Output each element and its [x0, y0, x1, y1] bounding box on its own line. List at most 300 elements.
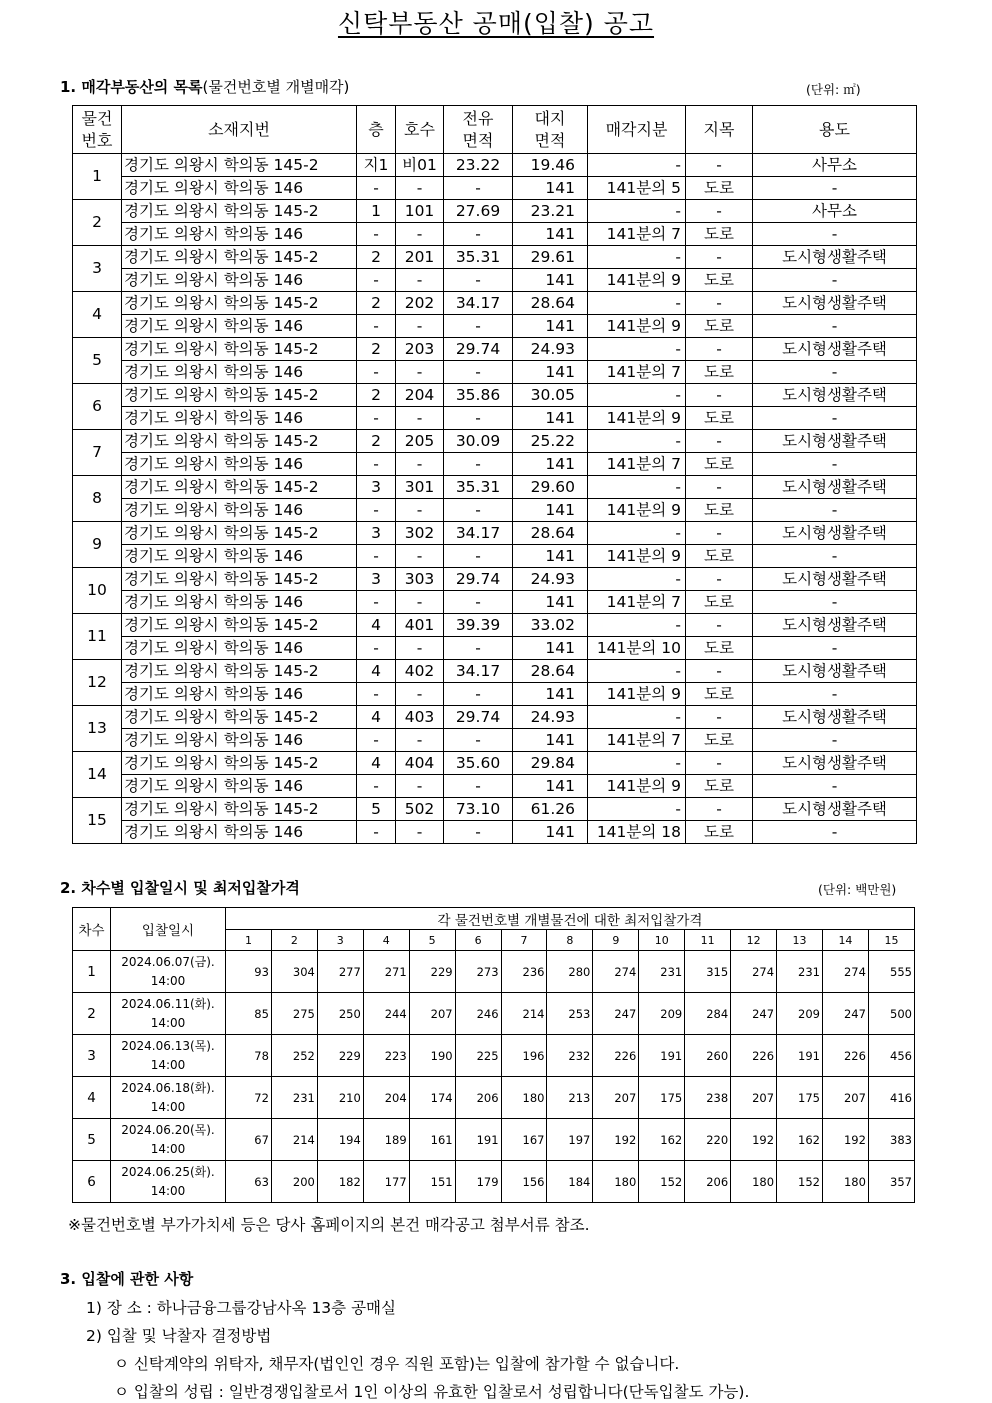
- min-price-cell: 192: [822, 1119, 868, 1161]
- exclusive-area-cell: -: [444, 683, 513, 706]
- address-cell: 경기도 의왕시 학의동 146: [122, 177, 357, 200]
- address-cell: 경기도 의왕시 학의동 145-2: [122, 752, 357, 775]
- room-cell: -: [396, 407, 444, 430]
- exclusive-area-cell: -: [444, 775, 513, 798]
- header-item-number: 8: [547, 930, 593, 951]
- usage-cell: 도시형생활주택: [753, 338, 917, 361]
- min-price-cell: 214: [501, 993, 547, 1035]
- min-price-cell: 226: [822, 1035, 868, 1077]
- min-price-cell: 280: [547, 951, 593, 993]
- land-category-cell: -: [686, 338, 753, 361]
- room-cell: 202: [396, 292, 444, 315]
- table-row: [73, 798, 917, 821]
- room-cell: 101: [396, 200, 444, 223]
- exclusive-area-cell: 34.17: [444, 522, 513, 545]
- land-category-cell: -: [686, 752, 753, 775]
- item-no-cell: 6: [73, 384, 122, 430]
- min-price-cell: 209: [777, 993, 823, 1035]
- address-cell: 경기도 의왕시 학의동 145-2: [122, 292, 357, 315]
- min-price-cell: 179: [455, 1161, 501, 1203]
- header-item-number: 5: [409, 930, 455, 951]
- table-row: [73, 568, 917, 591]
- address-cell: 경기도 의왕시 학의동 145-2: [122, 476, 357, 499]
- table-row: [73, 177, 917, 200]
- address-cell: 경기도 의왕시 학의동 145-2: [122, 568, 357, 591]
- floor-cell: -: [357, 407, 396, 430]
- floor-cell: -: [357, 315, 396, 338]
- usage-cell: -: [753, 637, 917, 660]
- land-category-cell: 도로: [686, 223, 753, 246]
- land-category-cell: 도로: [686, 453, 753, 476]
- address-cell: 경기도 의왕시 학의동 145-2: [122, 660, 357, 683]
- room-cell: 502: [396, 798, 444, 821]
- address-cell: 경기도 의왕시 학의동 146: [122, 407, 357, 430]
- usage-cell: 도시형생활주택: [753, 246, 917, 269]
- land-area-cell: 141: [513, 407, 588, 430]
- share-cell: -: [588, 614, 686, 637]
- item-no-cell: 3: [73, 246, 122, 292]
- room-cell: -: [396, 729, 444, 752]
- floor-cell: 2: [357, 246, 396, 269]
- floor-cell: -: [357, 223, 396, 246]
- usage-cell: -: [753, 775, 917, 798]
- bid-date: 2024.06.18(화).: [121, 1080, 215, 1095]
- bid-date-cell: [111, 1077, 226, 1119]
- room-cell: 비01: [396, 154, 444, 177]
- min-price-cell: 72: [226, 1077, 272, 1119]
- min-price-cell: 383: [868, 1119, 914, 1161]
- land-area-cell: 24.93: [513, 568, 588, 591]
- exclusive-area-cell: -: [444, 637, 513, 660]
- land-category-cell: -: [686, 568, 753, 591]
- land-area-cell: 29.61: [513, 246, 588, 269]
- share-cell: 141분의 9: [588, 683, 686, 706]
- land-category-cell: -: [686, 798, 753, 821]
- land-category-cell: 도로: [686, 729, 753, 752]
- min-price-cell: 207: [593, 1077, 639, 1119]
- min-price-cell: 85: [226, 993, 272, 1035]
- bid-time: 14:00: [150, 973, 186, 988]
- share-cell: 141분의 5: [588, 177, 686, 200]
- min-price-cell: 152: [777, 1161, 823, 1203]
- exclusive-area-cell: -: [444, 591, 513, 614]
- share-cell: -: [588, 200, 686, 223]
- table-row: [73, 821, 917, 844]
- share-cell: 141분의 7: [588, 453, 686, 476]
- bid-place: 1) 장 소 : 하나금융그룹강남사옥 13층 공매실: [86, 1299, 396, 1317]
- land-area-cell: 29.84: [513, 752, 588, 775]
- usage-cell: 도시형생활주택: [753, 706, 917, 729]
- address-cell: 경기도 의왕시 학의동 145-2: [122, 246, 357, 269]
- bid-date-cell: [111, 1035, 226, 1077]
- room-cell: -: [396, 177, 444, 200]
- min-price-cell: 456: [868, 1035, 914, 1077]
- address-cell: 경기도 의왕시 학의동 146: [122, 361, 357, 384]
- header-land-area: 대지 면적: [513, 106, 588, 154]
- bid-time: 14:00: [150, 1099, 186, 1114]
- address-cell: 경기도 의왕시 학의동 145-2: [122, 338, 357, 361]
- min-price-cell: 174: [409, 1077, 455, 1119]
- floor-cell: -: [357, 775, 396, 798]
- share-cell: -: [588, 154, 686, 177]
- land-area-cell: 24.93: [513, 706, 588, 729]
- table-row: [73, 361, 917, 384]
- share-cell: 141분의 18: [588, 821, 686, 844]
- header-exclusive-area: 전유 면적: [444, 106, 513, 154]
- bid-date-cell: [111, 1161, 226, 1203]
- header-item-number: 2: [271, 930, 317, 951]
- land-category-cell: -: [686, 476, 753, 499]
- bid-time: 14:00: [150, 1183, 186, 1198]
- floor-cell: 4: [357, 752, 396, 775]
- min-price-cell: 180: [501, 1077, 547, 1119]
- min-price-cell: 177: [363, 1161, 409, 1203]
- land-area-cell: 19.46: [513, 154, 588, 177]
- address-cell: 경기도 의왕시 학의동 146: [122, 499, 357, 522]
- min-price-cell: 271: [363, 951, 409, 993]
- land-area-cell: 24.93: [513, 338, 588, 361]
- room-cell: 402: [396, 660, 444, 683]
- exclusive-area-cell: 35.86: [444, 384, 513, 407]
- round-cell: 2: [73, 993, 111, 1035]
- min-price-cell: 231: [639, 951, 685, 993]
- bid-date-cell: [111, 993, 226, 1035]
- table-row: [73, 1077, 915, 1119]
- usage-cell: 도시형생활주택: [753, 660, 917, 683]
- table-row: [73, 430, 917, 453]
- floor-cell: -: [357, 729, 396, 752]
- land-category-cell: -: [686, 384, 753, 407]
- min-price-cell: 250: [317, 993, 363, 1035]
- table-row: [73, 752, 917, 775]
- usage-cell: 도시형생활주택: [753, 476, 917, 499]
- land-area-cell: 141: [513, 177, 588, 200]
- usage-cell: 사무소: [753, 154, 917, 177]
- land-category-cell: 도로: [686, 177, 753, 200]
- table-row: [73, 453, 917, 476]
- exclusive-area-cell: 35.31: [444, 246, 513, 269]
- min-price-cell: 229: [409, 951, 455, 993]
- exclusive-area-cell: 34.17: [444, 292, 513, 315]
- usage-cell: 도시형생활주택: [753, 292, 917, 315]
- min-price-cell: 226: [731, 1035, 777, 1077]
- min-price-cell: 200: [271, 1161, 317, 1203]
- header-min-price-group: 각 물건번호별 개별물건에 대한 최저입찰가격: [226, 908, 915, 930]
- land-area-cell: 33.02: [513, 614, 588, 637]
- item-no-cell: 8: [73, 476, 122, 522]
- usage-cell: 도시형생활주택: [753, 522, 917, 545]
- min-price-cell: 225: [455, 1035, 501, 1077]
- usage-cell: -: [753, 453, 917, 476]
- exclusive-area-cell: 35.60: [444, 752, 513, 775]
- exclusive-area-cell: -: [444, 407, 513, 430]
- address-cell: 경기도 의왕시 학의동 146: [122, 545, 357, 568]
- exclusive-area-cell: 30.09: [444, 430, 513, 453]
- min-price-cell: 357: [868, 1161, 914, 1203]
- room-cell: 201: [396, 246, 444, 269]
- usage-cell: 도시형생활주택: [753, 568, 917, 591]
- round-cell: 1: [73, 951, 111, 993]
- floor-cell: 2: [357, 338, 396, 361]
- land-area-cell: 141: [513, 545, 588, 568]
- usage-cell: 도시형생활주택: [753, 752, 917, 775]
- header-item-number: 1: [226, 930, 272, 951]
- room-cell: -: [396, 591, 444, 614]
- usage-cell: -: [753, 683, 917, 706]
- min-price-cell: 253: [547, 993, 593, 1035]
- item-no-cell: 13: [73, 706, 122, 752]
- item-no-cell: 15: [73, 798, 122, 844]
- room-cell: -: [396, 637, 444, 660]
- usage-cell: -: [753, 499, 917, 522]
- round-cell: 6: [73, 1161, 111, 1203]
- min-price-cell: 500: [868, 993, 914, 1035]
- land-category-cell: -: [686, 292, 753, 315]
- room-cell: -: [396, 361, 444, 384]
- table-row: [73, 1035, 915, 1077]
- exclusive-area-cell: 39.39: [444, 614, 513, 637]
- min-price-cell: 194: [317, 1119, 363, 1161]
- share-cell: 141분의 9: [588, 315, 686, 338]
- land-area-cell: 25.22: [513, 430, 588, 453]
- address-cell: 경기도 의왕시 학의동 145-2: [122, 384, 357, 407]
- min-price-cell: 151: [409, 1161, 455, 1203]
- floor-cell: -: [357, 453, 396, 476]
- land-category-cell: -: [686, 200, 753, 223]
- exclusive-area-cell: -: [444, 269, 513, 292]
- min-price-cell: 162: [777, 1119, 823, 1161]
- header-item-number: 12: [731, 930, 777, 951]
- min-price-cell: 93: [226, 951, 272, 993]
- land-category-cell: 도로: [686, 269, 753, 292]
- header-address: 소재지번: [122, 106, 357, 154]
- min-price-cell: 232: [547, 1035, 593, 1077]
- room-cell: 203: [396, 338, 444, 361]
- min-price-cell: 229: [317, 1035, 363, 1077]
- room-cell: -: [396, 499, 444, 522]
- min-price-cell: 214: [271, 1119, 317, 1161]
- min-price-cell: 207: [731, 1077, 777, 1119]
- land-category-cell: -: [686, 614, 753, 637]
- share-cell: -: [588, 246, 686, 269]
- usage-cell: 도시형생활주택: [753, 614, 917, 637]
- min-price-cell: 207: [409, 993, 455, 1035]
- min-price-cell: 161: [409, 1119, 455, 1161]
- table-row: [73, 637, 917, 660]
- land-area-cell: 141: [513, 315, 588, 338]
- land-category-cell: 도로: [686, 315, 753, 338]
- land-area-cell: 30.05: [513, 384, 588, 407]
- table-row: [73, 522, 917, 545]
- usage-cell: -: [753, 269, 917, 292]
- min-price-cell: 67: [226, 1119, 272, 1161]
- table-row: [73, 223, 917, 246]
- min-price-cell: 226: [593, 1035, 639, 1077]
- item-no-cell: 2: [73, 200, 122, 246]
- land-category-cell: 도로: [686, 361, 753, 384]
- header-land-category: 지목: [686, 106, 753, 154]
- min-price-cell: 196: [501, 1035, 547, 1077]
- table-row: [73, 545, 917, 568]
- item-no-cell: 5: [73, 338, 122, 384]
- share-cell: 141분의 9: [588, 499, 686, 522]
- address-cell: 경기도 의왕시 학의동 146: [122, 453, 357, 476]
- section1-heading: 1. 매각부동산의 목록(물건번호별 개별매각): [60, 78, 350, 96]
- section2-heading: 2. 차수별 입찰일시 및 최저입찰가격: [60, 879, 300, 897]
- header-share: 매각지분: [588, 106, 686, 154]
- floor-cell: 4: [357, 660, 396, 683]
- table-row: [73, 246, 917, 269]
- min-price-cell: 206: [455, 1077, 501, 1119]
- min-price-cell: 175: [639, 1077, 685, 1119]
- min-price-cell: 167: [501, 1119, 547, 1161]
- min-price-cell: 247: [822, 993, 868, 1035]
- room-cell: 303: [396, 568, 444, 591]
- land-area-cell: 29.60: [513, 476, 588, 499]
- floor-cell: 3: [357, 568, 396, 591]
- floor-cell: -: [357, 499, 396, 522]
- usage-cell: -: [753, 361, 917, 384]
- address-cell: 경기도 의왕시 학의동 145-2: [122, 522, 357, 545]
- header-item-number: 6: [455, 930, 501, 951]
- exclusive-area-cell: 34.17: [444, 660, 513, 683]
- min-price-cell: 231: [271, 1077, 317, 1119]
- section3-heading: 3. 입찰에 관한 사항: [60, 1270, 194, 1288]
- share-cell: -: [588, 706, 686, 729]
- usage-cell: 도시형생활주택: [753, 384, 917, 407]
- item-no-cell: 11: [73, 614, 122, 660]
- bid-date: 2024.06.13(목).: [121, 1038, 215, 1053]
- exclusive-area-cell: 29.74: [444, 706, 513, 729]
- table-row: [73, 614, 917, 637]
- table-row: [73, 951, 915, 993]
- bid-date-cell: [111, 1119, 226, 1161]
- header-usage: 용도: [753, 106, 917, 154]
- usage-cell: 도시형생활주택: [753, 430, 917, 453]
- min-price-cell: 184: [547, 1161, 593, 1203]
- land-category-cell: -: [686, 154, 753, 177]
- min-price-cell: 180: [731, 1161, 777, 1203]
- land-category-cell: 도로: [686, 821, 753, 844]
- address-cell: 경기도 의왕시 학의동 146: [122, 729, 357, 752]
- min-price-cell: 189: [363, 1119, 409, 1161]
- bid-date: 2024.06.11(화).: [121, 996, 215, 1011]
- floor-cell: -: [357, 269, 396, 292]
- land-category-cell: 도로: [686, 683, 753, 706]
- bid-rule-2: ㅇ 입찰의 성립 : 일반경쟁입찰로서 1인 이상의 유효한 입찰로서 성립합니다(단독입찰도 가능).: [114, 1383, 750, 1401]
- exclusive-area-cell: -: [444, 821, 513, 844]
- usage-cell: -: [753, 177, 917, 200]
- item-no-cell: 10: [73, 568, 122, 614]
- bid-price-table: [72, 907, 915, 1203]
- min-price-cell: 238: [685, 1077, 731, 1119]
- share-cell: 141분의 10: [588, 637, 686, 660]
- header-item-number: 4: [363, 930, 409, 951]
- exclusive-area-cell: -: [444, 315, 513, 338]
- address-cell: 경기도 의왕시 학의동 145-2: [122, 798, 357, 821]
- floor-cell: -: [357, 545, 396, 568]
- header-item-number: 10: [639, 930, 685, 951]
- header-item-number: 7: [501, 930, 547, 951]
- address-cell: 경기도 의왕시 학의동 145-2: [122, 430, 357, 453]
- round-cell: 5: [73, 1119, 111, 1161]
- min-price-cell: 191: [455, 1119, 501, 1161]
- bid-date: 2024.06.25(화).: [121, 1164, 215, 1179]
- usage-cell: -: [753, 545, 917, 568]
- min-price-cell: 277: [317, 951, 363, 993]
- share-cell: 141분의 7: [588, 729, 686, 752]
- usage-cell: -: [753, 315, 917, 338]
- min-price-cell: 260: [685, 1035, 731, 1077]
- min-price-cell: 207: [822, 1077, 868, 1119]
- item-no-cell: 12: [73, 660, 122, 706]
- usage-cell: -: [753, 821, 917, 844]
- address-cell: 경기도 의왕시 학의동 145-2: [122, 614, 357, 637]
- land-area-cell: 28.64: [513, 660, 588, 683]
- land-category-cell: -: [686, 246, 753, 269]
- floor-cell: 2: [357, 430, 396, 453]
- room-cell: -: [396, 545, 444, 568]
- min-price-cell: 156: [501, 1161, 547, 1203]
- floor-cell: 2: [357, 292, 396, 315]
- table-row: [73, 499, 917, 522]
- exclusive-area-cell: 35.31: [444, 476, 513, 499]
- usage-cell: 도시형생활주택: [753, 798, 917, 821]
- share-cell: 141분의 7: [588, 591, 686, 614]
- share-cell: 141분의 7: [588, 223, 686, 246]
- item-no-cell: 7: [73, 430, 122, 476]
- exclusive-area-cell: -: [444, 545, 513, 568]
- share-cell: -: [588, 384, 686, 407]
- table-row: [73, 591, 917, 614]
- address-cell: 경기도 의왕시 학의동 146: [122, 821, 357, 844]
- min-price-cell: 197: [547, 1119, 593, 1161]
- exclusive-area-cell: 29.74: [444, 568, 513, 591]
- bid-date: 2024.06.20(목).: [121, 1122, 215, 1137]
- share-cell: -: [588, 660, 686, 683]
- room-cell: 404: [396, 752, 444, 775]
- room-cell: -: [396, 269, 444, 292]
- min-price-cell: 152: [639, 1161, 685, 1203]
- property-list-table: [72, 105, 917, 844]
- min-price-cell: 213: [547, 1077, 593, 1119]
- share-cell: 141분의 9: [588, 775, 686, 798]
- address-cell: 경기도 의왕시 학의동 146: [122, 223, 357, 246]
- min-price-cell: 275: [271, 993, 317, 1035]
- land-category-cell: 도로: [686, 637, 753, 660]
- share-cell: -: [588, 430, 686, 453]
- min-price-cell: 246: [455, 993, 501, 1035]
- exclusive-area-cell: -: [444, 729, 513, 752]
- share-cell: -: [588, 476, 686, 499]
- land-area-cell: 141: [513, 591, 588, 614]
- min-price-cell: 63: [226, 1161, 272, 1203]
- floor-cell: 지1: [357, 154, 396, 177]
- table-row: [73, 407, 917, 430]
- min-price-cell: 182: [317, 1161, 363, 1203]
- bid-method-heading: 2) 입찰 및 낙찰자 결정방법: [86, 1327, 272, 1345]
- table-row: [73, 1119, 915, 1161]
- exclusive-area-cell: -: [444, 223, 513, 246]
- section1-unit: (단위: ㎡): [806, 82, 861, 97]
- address-cell: 경기도 의왕시 학의동 146: [122, 591, 357, 614]
- min-price-cell: 175: [777, 1077, 823, 1119]
- property-table-header: [73, 106, 917, 154]
- round-cell: 3: [73, 1035, 111, 1077]
- min-price-cell: 206: [685, 1161, 731, 1203]
- room-cell: 204: [396, 384, 444, 407]
- floor-cell: 2: [357, 384, 396, 407]
